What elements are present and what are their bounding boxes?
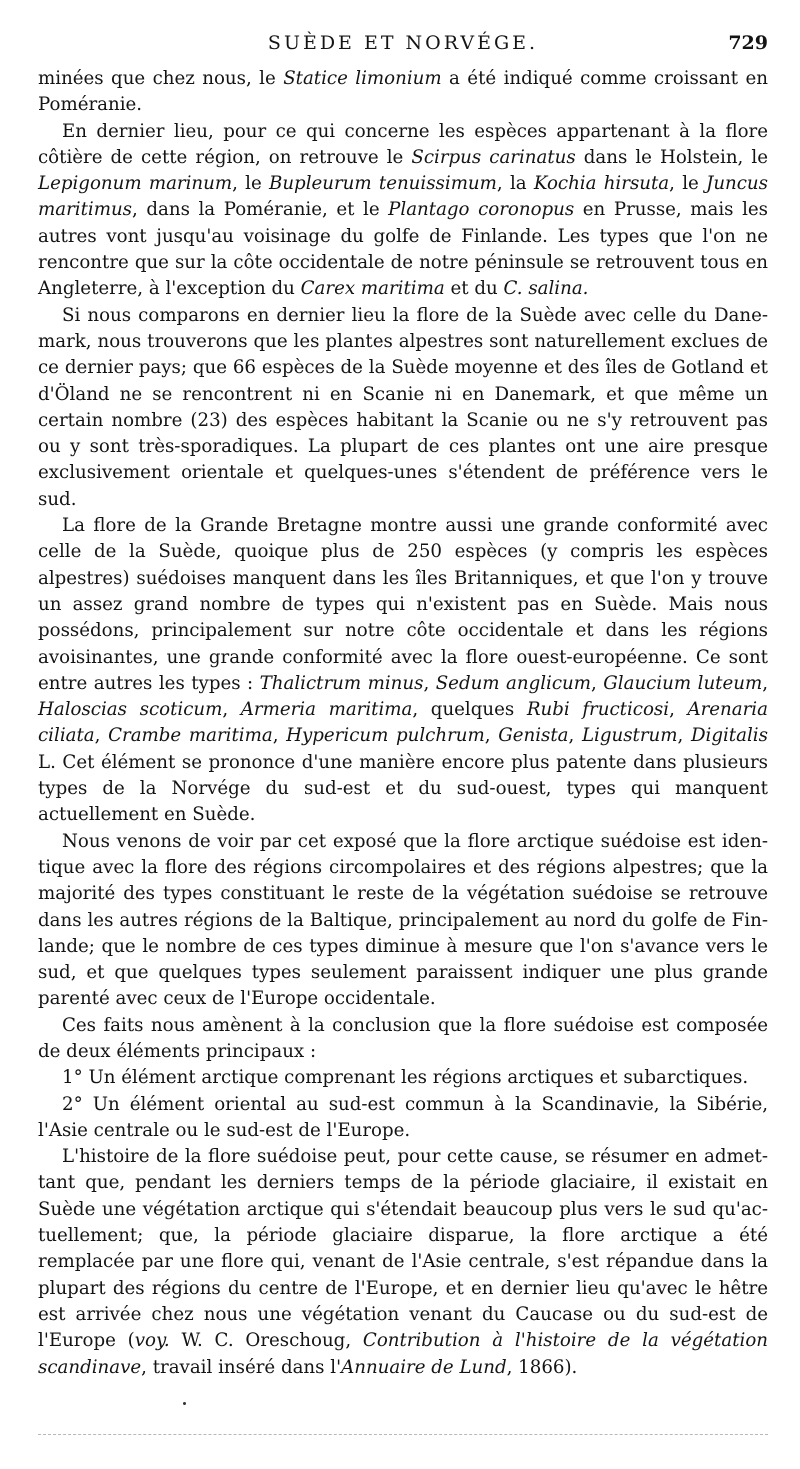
text-run: a été indiqué comme croissant en Poméranie. (38, 68, 768, 116)
running-head: SUÈDE ET NORVÉGE. (267, 32, 539, 54)
paragraph (38, 66, 768, 119)
bottom-rule (38, 1434, 768, 1435)
italic-term: Statice limonium (283, 68, 442, 89)
italic-term: Arenaria ciliata (38, 699, 768, 747)
text-run: , (591, 672, 604, 694)
page-number: 729 (728, 32, 768, 54)
text-run: , (484, 725, 499, 747)
paragraph (38, 303, 768, 513)
italic-term: Hypericum pulchrum (286, 725, 485, 747)
italic-term: Armeria maritima (240, 699, 413, 721)
italic-term: Carex maritima (300, 278, 445, 300)
text-run: L'histoire de la flore suédoise peut, pour cette cause, se résumer en admettant que, pendant les derniers temps de la période glaciaire, il existait en Suède une végétation arctique qui s'étendait beaucoup plus vers le sud qu'actuellement; que, la période glaciaire disparue, la flore arctique a été remplacée par une flore qui, venant de l'Asie centrale, s'est répandue dans la plupart des régions du centre de l'Europe, et en dernier lieu qu'avec le hêtre est arrivée chez nous une végétation venant du Caucase ou du sud-est de l'Europe ( (38, 1146, 768, 1352)
text-run: , le (669, 173, 707, 195)
paragraph (38, 513, 768, 829)
text-run: , (568, 725, 582, 747)
text-run: , (762, 672, 768, 694)
print-speck (183, 1402, 186, 1405)
italic-term: Thalictrum minus (259, 672, 424, 694)
text-run: minées que chez nous, le (38, 68, 284, 89)
italic-term: Crambe maritima (108, 725, 273, 747)
italic-term: Kochia hirsuta (533, 173, 670, 195)
italic-term: Sedum anglicum (435, 672, 592, 694)
text-run: Nous venons de voir par cet exposé que la flore arctique suédoise est identique avec la flore des régions circompolaires et des régions alpestres; que la majorité des types constituant le reste de la végétation suédoise se retrouve dans les autres régions de la Baltique, principalement au nord du golfe de Finlande; que le nombre de ces types diminue à mesure que l'on s'avance vers le sud, et que quelques types seulement paraissent indiquer une plus grande parenté avec ceux de l'Europe occidentale. (38, 830, 768, 1010)
text-run: Ces faits nous amènent à la conclusion que la flore suédoise est composée de deux éléments principaux : (38, 1014, 768, 1062)
page-header (38, 28, 768, 60)
italic-term: Contribution à l'histoire de la végétation scandinave (38, 1330, 768, 1378)
text-run: , (272, 725, 287, 747)
text-run: , quelques (412, 699, 527, 721)
text-run: , (222, 699, 241, 721)
text-run: 2° Un élément oriental au sud-est commun à la Scandinavie, la Sibérie, l'Asie centrale ou le sud-est de l'Europe. (38, 1093, 768, 1141)
paragraph (38, 829, 768, 1013)
italic-term: Bupleurum tenuissimum (268, 173, 497, 195)
text-run: , le (232, 173, 269, 195)
italic-term: Annuaire de Lund (341, 1356, 507, 1378)
text-run: , 1866). (506, 1356, 578, 1378)
paragraph (38, 1013, 768, 1066)
text-run: , la (496, 173, 534, 195)
text-run: et du (444, 278, 504, 300)
text-run: , (94, 725, 109, 747)
paragraph (38, 119, 768, 303)
italic-term: Juncus maritimus (38, 173, 768, 221)
italic-term: Lepigonum marinum (38, 173, 233, 195)
italic-term: Rubi fructicosi (526, 699, 670, 721)
paragraph (38, 1092, 768, 1145)
italic-term: voy. (134, 1330, 170, 1352)
italic-term: Ligustrum (581, 725, 678, 747)
text-run: En dernier lieu, pour ce qui concerne les espèces appartenant à la flore côtière de cette région, on retrouve le (38, 120, 768, 168)
paragraph (38, 1144, 768, 1381)
paragraph (38, 1065, 768, 1091)
italic-term: Genista (498, 725, 569, 747)
text-run: La flore de la Grande Bretagne montre aussi une grande conformité avec celle de la Suède, quoique plus de 250 espèces (y compris les espèces alpestres) suédoises manquent dans les îles Britanniques, et que l'on y trouve un assez grand nombre de types qui n'existent pas en Suède. Mais nous possédons, principalement sur notre côte occidentale et dans les régions avoisinantes, une grande conformité avec la flore ouest-européenne. Ce sont entre autres les types : (38, 515, 768, 694)
text-run: dans le Holstein, le (575, 146, 768, 168)
italic-term: Digitalis (690, 725, 768, 747)
text-run: , (669, 699, 688, 721)
text-run: W. C. Oreschoug, (169, 1330, 363, 1352)
body-text (38, 66, 768, 1381)
text-run: en Prusse, mais les autres vont jusqu'au voisinage du golfe de Finlande. Les types que l'on ne rencontre que sur la côte occidentale de notre péninsule se retrouvent tous en Angleterre, à l'exception du (38, 199, 768, 300)
text-run: Si nous comparons en dernier lieu la flore de la Suède avec celle du Danemark, nous trouverons que les plantes alpestres sont naturellement exclues de ce dernier pays; que 66 espèces de la Suède moyenne et des îles de Gotland et d'Öland ne se rencontrent ni en Scanie ni en Danemark, et que même un certain nombre (23) des espèces habitant la Scanie ou ne s'y retrouvent pas ou y sont très-sporadiques. La plupart de ces plantes ont une aire presque exclusivement orientale et quelques-unes s'étendent de préférence vers le sud. (38, 304, 768, 510)
text-run: , dans la Poméranie, et le (132, 199, 389, 221)
text-run: L. Cet élément se prononce d'une manière encore plus patente dans plusieurs types de la Norvége du sud-est et du sud-ouest, types qui manquent actuellement en Suède. (38, 751, 768, 826)
text-run: , (677, 725, 691, 747)
text-run: , (423, 672, 436, 694)
italic-term: Glaucium luteum (603, 672, 763, 694)
italic-term: Haloscias scoticum (38, 699, 223, 721)
italic-term: C. salina. (503, 278, 589, 300)
text-run: 1° Un élément arctique comprenant les régions arctiques et subarctiques. (62, 1067, 749, 1089)
italic-term: Plantago coronopus (388, 199, 575, 221)
text-run: , travail inséré dans l' (141, 1356, 342, 1378)
italic-term: Scirpus carinatus (411, 146, 576, 168)
